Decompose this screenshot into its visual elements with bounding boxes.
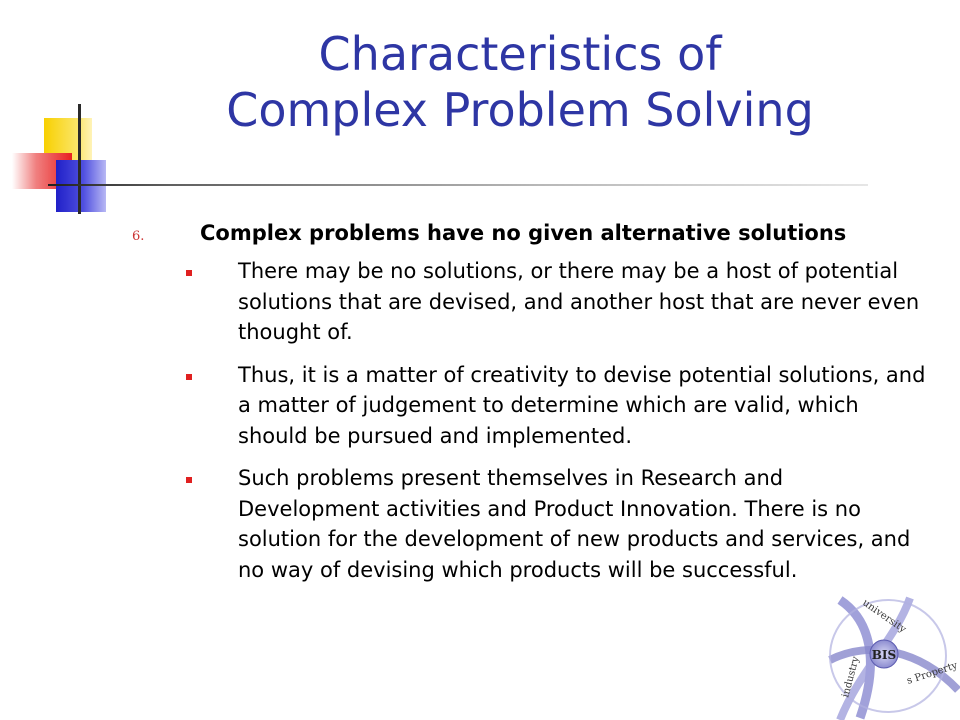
title-line-2: Complex Problem Solving [226,83,814,137]
vertical-rule [78,104,81,214]
list-item [120,360,940,452]
title-line-1: Characteristics of [318,27,722,81]
bullet-text: Such problems present themselves in Research and Development activities and Product Innovation. There is no solution for the development of new products and services, and no way of devising which products will be successful. [238,466,911,582]
bullet-text: There may be no solutions, or there may be a host of potential solutions that are devised, and another host that are never even thought of. [238,259,920,344]
point-heading: Complex problems have no given alternative solutions [200,221,847,245]
bullet-list [120,256,940,585]
bis-logo [800,580,960,720]
title-underline-rule [48,184,868,186]
logo-left-arc-text: industry [840,655,862,699]
logo-right-arc-text: s Property [905,660,959,687]
bullet-square-icon [186,477,192,483]
logo-center-text: BIS [871,648,897,662]
bullet-square-icon [186,374,192,380]
list-item [120,256,940,348]
list-item [120,463,940,585]
slide-title [140,26,900,138]
numbered-point [120,218,940,248]
blue-square-decoration [56,160,106,212]
bullet-square-icon [186,270,192,276]
bis-logo-graphic [800,580,960,720]
point-number: 6. [132,229,145,244]
slide-body [120,218,940,597]
corner-ornament [0,0,140,230]
bullet-text: Thus, it is a matter of creativity to devise potential solutions, and a matter of judgement to determine which are valid, which should be pursued and implemented. [238,362,926,448]
logo-top-arc-text: university [860,597,908,636]
